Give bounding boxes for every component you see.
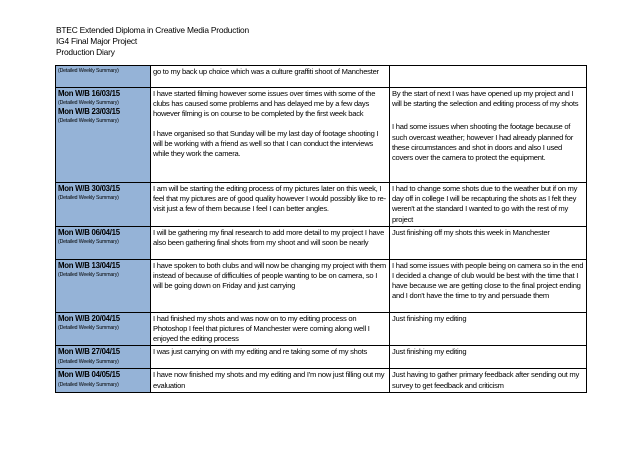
week-commencing: Mon W/B 30/03/15 xyxy=(58,184,120,193)
weekly-summary-label: (Detailed Weekly Summary) xyxy=(58,100,119,107)
document-header xyxy=(56,25,249,58)
weekly-summary-label: (Detailed Weekly Summary) xyxy=(58,272,119,279)
unit-title: IG4 Final Major Project xyxy=(56,36,138,46)
issues-cell xyxy=(390,183,587,227)
table-row xyxy=(56,369,587,392)
issues-cell xyxy=(390,259,587,312)
issues-text: Just finishing my editing xyxy=(392,313,467,323)
table-row xyxy=(56,88,587,183)
issues-cell xyxy=(390,88,587,183)
planned-activity-cell xyxy=(151,183,390,227)
issues-text: Just finishing off my shots this week in Manchester xyxy=(392,227,550,237)
table-row xyxy=(56,259,587,312)
issues-cell xyxy=(390,226,587,259)
week-commencing: Mon W/B 23/03/15 xyxy=(58,107,120,117)
diary-title: Production Diary xyxy=(56,47,115,57)
planned-activity-text: I will be gathering my final research to add more detail to my project I have also been gathering final shots from my shoot and will soon be nearly xyxy=(153,227,385,248)
planned-activity-text: I have organised so that Sunday will be my last day of footage shooting I will be working with a friend as well so that I can conduct the interviews while they work the camera. xyxy=(153,128,379,159)
planned-activity-text: I was just carrying on with my editing and re taking some of my shots xyxy=(153,347,368,357)
table-row xyxy=(56,346,587,369)
planned-activity-cell xyxy=(151,312,390,346)
week-label-cell xyxy=(56,183,151,227)
week-label-cell xyxy=(56,226,151,259)
week-label-cell xyxy=(56,369,151,392)
week-label-cell xyxy=(56,88,151,183)
planned-activity-cell xyxy=(151,66,390,88)
issues-text: I had some issues with people being on camera so in the end I decided a change of club would be best with the time that I have because we are getting close to the final project ending and I don't have the time to try and persuade them xyxy=(392,260,584,301)
planned-activity-cell xyxy=(151,346,390,369)
issues-text: Just having to gather primary feedback after sending out my survey to get feedback and criticism xyxy=(392,370,580,390)
issues-text: Just finishing my editing xyxy=(392,347,467,357)
planned-activity-cell xyxy=(151,369,390,392)
planned-activity-text: I have now finished my shots and my editing and I'm now just filling out my evaluation xyxy=(153,370,385,390)
issues-text: By the start of next I was have opened up my project and I will be starting the selection and editing process of my shots xyxy=(392,89,579,109)
planned-activity-cell xyxy=(151,88,390,183)
week-commencing: Mon W/B 27/04/15 xyxy=(58,347,120,357)
issues-cell xyxy=(390,312,587,346)
course-title: BTEC Extended Diploma in Creative Media Production xyxy=(56,25,249,35)
table-row xyxy=(56,226,587,259)
planned-activity-cell xyxy=(151,259,390,312)
weekly-summary-label: (Detailed Weekly Summary) xyxy=(58,239,119,246)
weekly-summary-label: (Detailed Weekly Summary) xyxy=(58,358,119,365)
planned-activity-text: I had finished my shots and was now on to my editing process on Photoshop I feel that pictures of Manchester were coming along well I enjoyed the editing process xyxy=(153,313,370,344)
production-diary-table xyxy=(55,65,587,393)
weekly-summary-label: (Detailed Weekly Summary) xyxy=(58,325,119,332)
planned-activity-text: I have started filming however some issues over times with some of the clubs has caused some problems and has delayed me by a few days however filming is on course to be completed by the first week back xyxy=(153,89,376,119)
week-commencing: Mon W/B 20/04/15 xyxy=(58,313,120,323)
weekly-summary-label: (Detailed Weekly Summary) xyxy=(58,68,119,74)
issues-text: I had to change some shots due to the weather but if on my day off in college I will be recapturing the shots as I felt they weren't at the standard I wanted to go with the rest of my project xyxy=(392,184,578,224)
week-commencing: Mon W/B 04/05/15 xyxy=(58,370,120,380)
table-row xyxy=(56,66,587,88)
week-commencing: Mon W/B 13/04/15 xyxy=(58,260,120,270)
issues-cell xyxy=(390,369,587,392)
week-commencing: Mon W/B 06/04/15 xyxy=(58,227,120,237)
week-label-cell xyxy=(56,66,151,88)
planned-activity-cell xyxy=(151,226,390,259)
issues-cell xyxy=(390,346,587,369)
planned-activity-text: I am will be starting the editing process of my pictures later on this week, I feel that my pictures are of good quality however I would possibly like to re-visit just a few of them because I feel I can better angles. xyxy=(153,184,386,214)
planned-activity-text: go to my back up choice which was a culture graffiti shoot of Manchester xyxy=(153,67,379,76)
table-row xyxy=(56,183,587,227)
week-label-cell xyxy=(56,346,151,369)
week-commencing: Mon W/B 16/03/15 xyxy=(58,89,120,98)
planned-activity-text: I have spoken to both clubs and will now be changing my project with them instead of because of difficulties of people wanting to be on camera, so I will be going down on Friday and just carrying xyxy=(153,260,386,291)
issues-cell xyxy=(390,66,587,88)
table-row xyxy=(56,312,587,346)
weekly-summary-label: (Detailed Weekly Summary) xyxy=(58,118,119,125)
weekly-summary-label: (Detailed Weekly Summary) xyxy=(58,381,119,388)
issues-text: I had some issues when shooting the footage because of such overcast weather; however I had already planned for these circumstances and shot in doors and also I used covers over the camera to protect the equipment. xyxy=(392,122,574,163)
week-label-cell xyxy=(56,259,151,312)
week-label-cell xyxy=(56,312,151,346)
weekly-summary-label: (Detailed Weekly Summary) xyxy=(58,195,119,202)
